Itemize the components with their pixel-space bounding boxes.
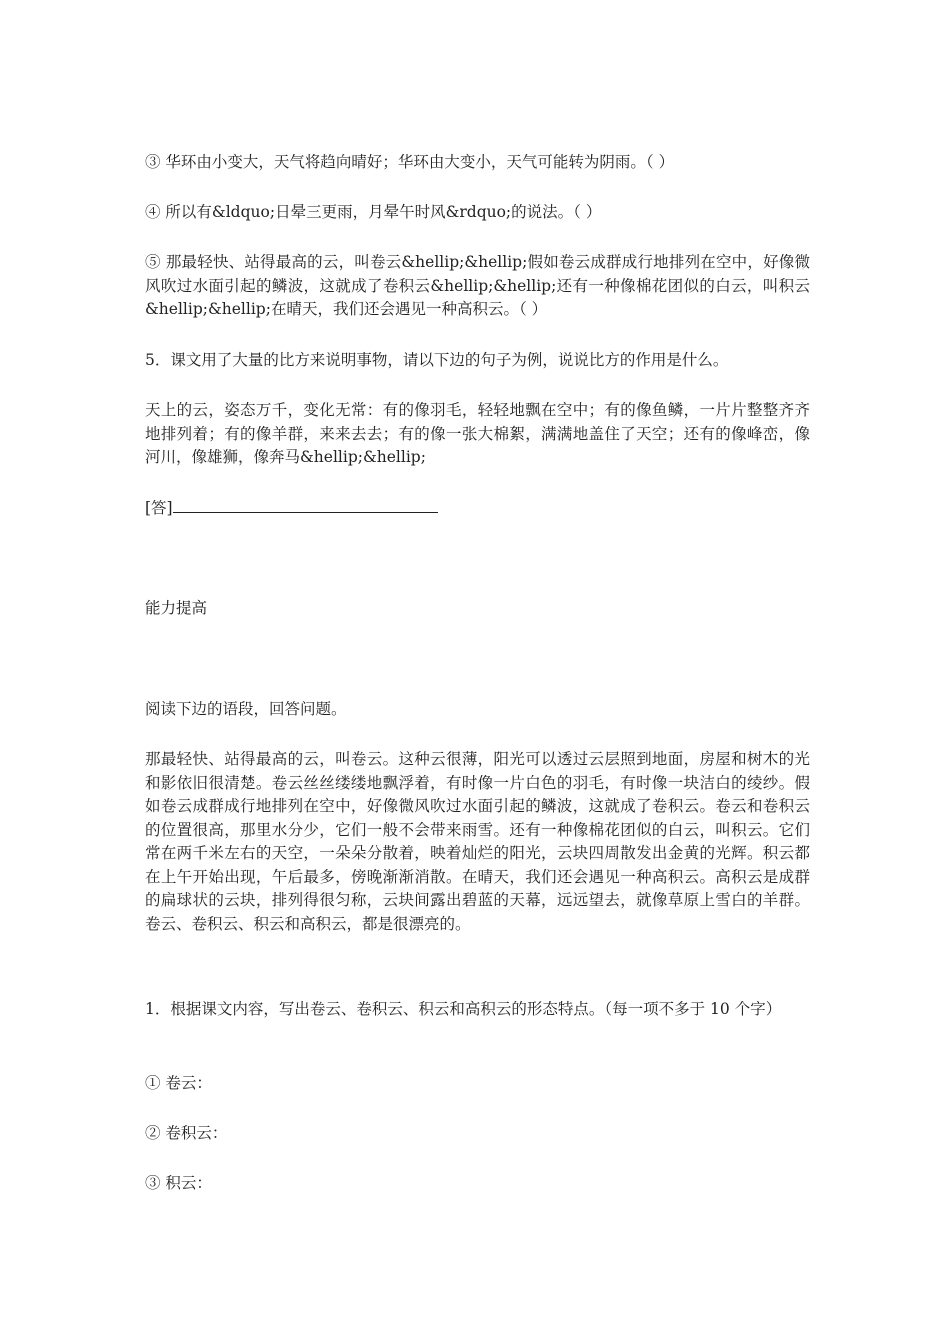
- reading-passage: 那最轻快、站得最高的云，叫卷云。这种云很薄，阳光可以透过云层照到地面，房屋和树木的光和影依旧很清楚。卷云丝丝缕缕地飘浮着，有时像一片白色的羽毛，有时像一块洁白的绫纱。假如卷云成群成行地排列在空中，好像微风吹过水面引起的鳞波，这就成了卷积云。卷云和卷积云的位置很高，那里水分少，它们一般不会带来雨雪。还有一种像棉花团似的白云，叫积云。它们常在两千米左右的天空，一朵朵分散着，映着灿烂的阳光，云块四周散发出金黄的光辉。积云都在上午开始出现，午后最多，傍晚渐渐消散。在晴天，我们还会遇见一种高积云。高积云是成群的扁球状的云块，排列得很匀称，云块间露出碧蓝的天幕，远远望去，就像草原上雪白的羊群。卷云、卷积云、积云和高积云，都是很漂亮的。: [145, 750, 810, 933]
- answer-label: [答]: [145, 499, 173, 517]
- item-5: ⑤ 那最轻快、站得最高的云，叫卷云&hellip;&hellip;假如卷云成群成行地排列在空中，好像微风吹过水面引起的鳞波，这就成了卷积云&hellip;&hellip;还有一种像棉花团似的白云，叫积云&hellip;&hellip;在晴天，我们还会遇见一种高积云。（ ）: [145, 253, 810, 318]
- section-instruction: 阅读下边的语段，回答问题。: [145, 700, 347, 718]
- question-1-sub-3: ③ 积云：: [145, 1174, 212, 1192]
- item-3: ③ 华环由小变大，天气将趋向晴好；华环由大变小，天气可能转为阴雨。（ ）: [145, 153, 675, 171]
- answer-line: [145, 497, 810, 521]
- item-4: ④ 所以有&ldquo;日晕三更雨，月晕午时风&rdquo;的说法。（ ）: [145, 203, 602, 221]
- question-1-prompt: 1．根据课文内容，写出卷云、卷积云、积云和高积云的形态特点。（每一项不多于 10 个字）: [145, 1000, 782, 1018]
- question-1-sub-2: ② 卷积云：: [145, 1124, 228, 1142]
- question-5-prompt: 5．课文用了大量的比方来说明事物，请以下边的句子为例，说说比方的作用是什么。: [145, 351, 729, 369]
- question-5-quote: 天上的云，姿态万千，变化无常：有的像羽毛，轻轻地飘在空中；有的像鱼鳞，一片片整整齐齐地排列着；有的像羊群，来来去去；有的像一张大棉絮，满满地盖住了天空；还有的像峰峦，像河川，像雄狮，像奔马&hellip;&hellip;: [145, 401, 810, 466]
- question-1-sub-1: ① 卷云：: [145, 1074, 212, 1092]
- answer-blank[interactable]: [173, 498, 438, 513]
- section-heading: 能力提高: [145, 599, 208, 617]
